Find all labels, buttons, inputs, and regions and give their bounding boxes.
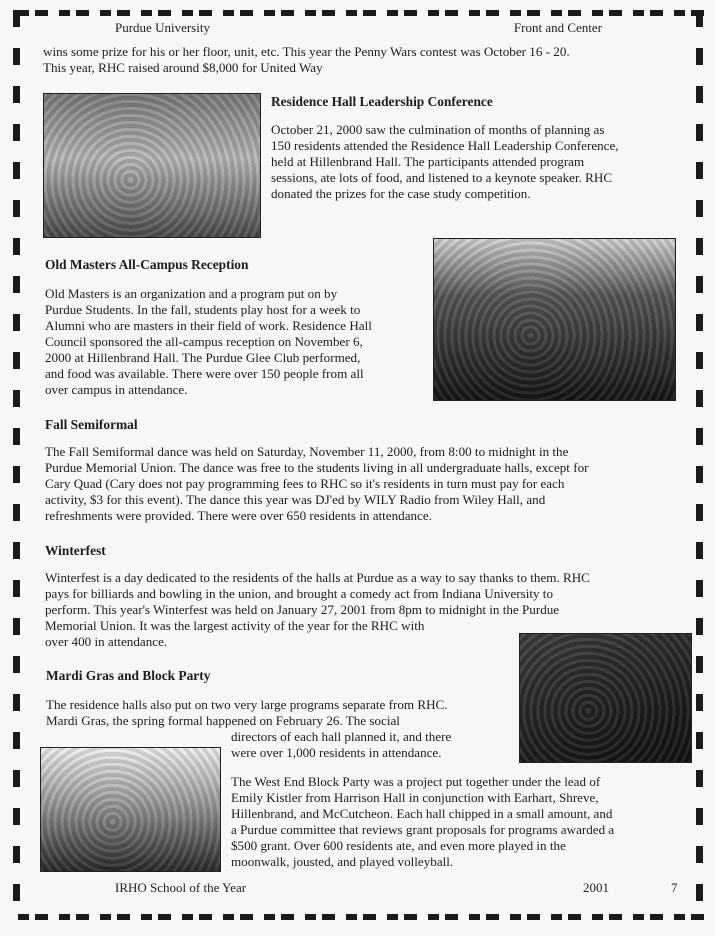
- page-number: 7: [671, 880, 678, 895]
- old-masters-line-5: 2000 at Hillenbrand Hall. The Purdue Glee Club performed,: [45, 350, 361, 365]
- rhlc-line-1: October 21, 2000 saw the culmination of months of planning as: [271, 122, 605, 137]
- mardi-gras-line-2: Mardi Gras, the spring formal happened on February 26. The social: [46, 713, 400, 728]
- winterfest-line-4: Memorial Union. It was the largest activity of the year for the RHC with: [45, 618, 425, 633]
- old-masters-line-7: over campus in attendance.: [45, 382, 188, 397]
- page-border-left: [13, 10, 20, 920]
- fall-semiformal-line-2: Purdue Memorial Union. The dance was free to the students living in all undergraduate halls, except for: [45, 460, 589, 475]
- footer-left: IRHO School of the Year: [115, 880, 247, 895]
- old-masters-line-2: Purdue Students. In the fall, students play host for a week to: [45, 302, 361, 317]
- winterfest-line-2: pays for billiards and bowling in the union, and brought a comedy act from Indiana University to: [45, 586, 553, 601]
- rhlc-line-2: 150 residents attended the Residence Hall Leadership Conference,: [271, 138, 619, 153]
- old-masters-photo: [433, 238, 676, 401]
- rhlc-photo: [43, 93, 261, 238]
- mardi-gras-title: Mardi Gras and Block Party: [46, 668, 211, 683]
- old-masters-line-1: Old Masters is an organization and a program put on by: [45, 286, 338, 301]
- winterfest-photo: [519, 633, 692, 763]
- rhlc-line-3: held at Hillenbrand Hall. The participants attended program: [271, 154, 585, 169]
- winterfest-line-5: over 400 in attendance.: [45, 634, 168, 649]
- block-party-photo: [40, 747, 221, 872]
- old-masters-line-6: and food was available. There were over 150 people from all: [45, 366, 364, 381]
- block-party-line-6: moonwalk, jousted, and played volleyball.: [231, 854, 454, 869]
- block-party-line-5: $500 grant. Over 600 residents ate, and even more played in the: [231, 838, 566, 853]
- rhlc-line-5: donated the prizes for the case study competition.: [271, 186, 531, 201]
- winterfest-title: Winterfest: [45, 543, 106, 558]
- block-party-line-4: a Purdue committee that reviews grant proposals for programs awarded a: [231, 822, 615, 837]
- winterfest-line-1: Winterfest is a day dedicated to the residents of the halls at Purdue as a way to say thanks to them. RHC: [45, 570, 590, 585]
- page-border-top: [18, 10, 708, 16]
- header-right: Front and Center: [513, 20, 602, 35]
- block-party-line-1: The West End Block Party was a project put together under the lead of: [231, 774, 601, 789]
- mardi-gras-line-3: directors of each hall planned it, and there: [231, 729, 452, 744]
- old-masters-line-4: Council sponsored the all-campus reception on November 6,: [45, 334, 363, 349]
- page-border-right: [696, 10, 703, 920]
- mardi-gras-line-4: were over 1,000 residents in attendance.: [231, 745, 442, 760]
- fall-semiformal-line-4: activity, $3 for this event). The dance this year was DJ'ed by WILY Radio from Wiley Hall, and: [45, 492, 546, 507]
- fall-semiformal-title: Fall Semiformal: [45, 417, 138, 432]
- block-party-line-3: Hillenbrand, and McCutcheon. Each hall chipped in a small amount, and: [231, 806, 613, 821]
- fall-semiformal-line-5: refreshments were provided. There were over 650 residents in attendance.: [45, 508, 432, 523]
- old-masters-title: Old Masters All-Campus Reception: [45, 257, 249, 272]
- rhlc-title: Residence Hall Leadership Conference: [271, 94, 493, 109]
- fall-semiformal-line-1: The Fall Semiformal dance was held on Saturday, November 11, 2000, from 8:00 to midnight in the: [45, 444, 569, 459]
- header-left: Purdue University: [115, 20, 210, 35]
- footer-year: 2001: [583, 880, 609, 895]
- intro-line-1: wins some prize for his or her floor, unit, etc. This year the Penny Wars contest was October 16 - 20.: [43, 44, 570, 59]
- rhlc-line-4: sessions, ate lots of food, and listened to a keynote speaker. RHC: [271, 170, 613, 185]
- block-party-line-2: Emily Kistler from Harrison Hall in conjunction with Earhart, Shreve,: [231, 790, 599, 805]
- page-border-bottom: [18, 914, 708, 920]
- mardi-gras-line-1: The residence halls also put on two very large programs separate from RHC.: [46, 697, 448, 712]
- intro-line-2: This year, RHC raised around $8,000 for United Way: [43, 60, 323, 75]
- old-masters-line-3: Alumni who are masters in their field of work. Residence Hall: [45, 318, 372, 333]
- fall-semiformal-line-3: Cary Quad (Cary does not pay programming fees to RHC so it's residents in turn must pay for each: [45, 476, 565, 491]
- winterfest-line-3: perform. This year's Winterfest was held on January 27, 2001 from 8pm to midnight in the Purdue: [45, 602, 560, 617]
